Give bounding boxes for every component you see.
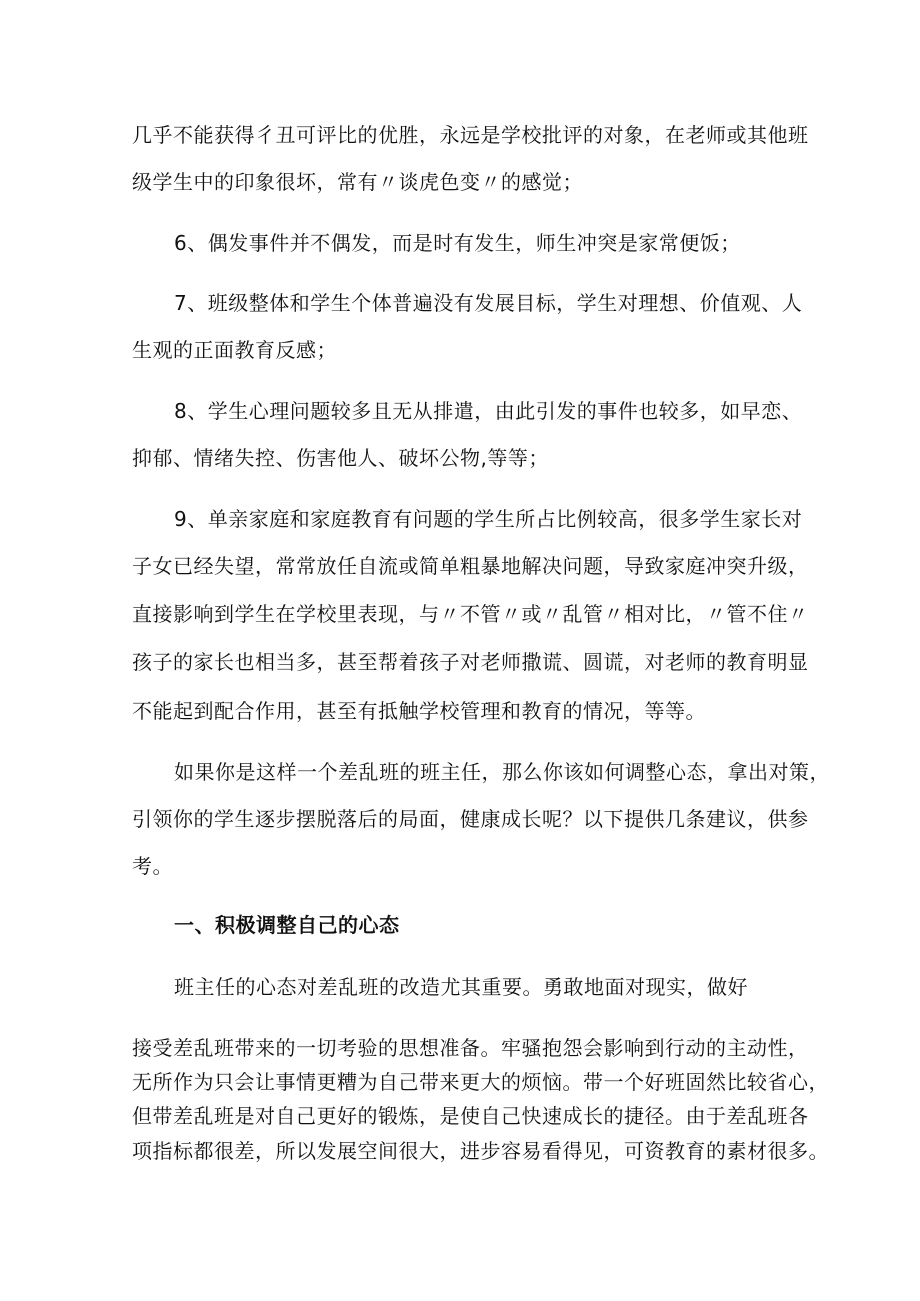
- text-line: 生观的正面教育反感；: [132, 338, 337, 362]
- text-line: 子女已经失望，常常放任自流或简单粗暴地解决问题，导致家庭冲突升级，: [132, 554, 809, 578]
- text-line: 抑郁、情绪失控、伤害他人、破坏公物,等等；: [132, 446, 549, 470]
- list-item-9: 9、单亲家庭和家庭教育有问题的学生所占比例较高，很多学生家长对: [174, 507, 803, 531]
- list-item-8: 8、学生心理问题较多且无从排遣，由此引发的事件也较多，如早恋、: [174, 399, 803, 423]
- text-line: 孩子的家长也相当多，甚至帮着孩子对老师撒谎、圆谎，对老师的教育明显: [132, 650, 809, 674]
- list-item-7: 7、班级整体和学生个体普遍没有发展目标，学生对理想、价值观、人: [174, 291, 803, 315]
- text-line: 项指标都很差，所以发展空间很大，进步容易看得见，可资教育的素材很多。: [132, 1139, 829, 1163]
- text-line: 无所作为只会让事情更糟为自己带来更大的烦恼。带一个好班固然比较省心，: [132, 1070, 829, 1094]
- paragraph-question: 如果你是这样一个差乱班的班主任，那么你该如何调整心态，拿出对策，: [174, 760, 830, 784]
- section-paragraph: 班主任的心态对差乱班的改造尤其重要。勇敢地面对现实，做好: [174, 975, 748, 999]
- text-line: 考。: [132, 854, 173, 878]
- section-heading: 一、积极调整自己的心态: [174, 913, 400, 937]
- text-line: 接受差乱班带来的一切考验的思想准备。牢骚抱怨会影响到行动的主动性，: [132, 1036, 809, 1060]
- text-line: 不能起到配合作用，甚至有抵触学校管理和教育的情况，等等。: [132, 699, 706, 723]
- list-item-6: 6、偶发事件并不偶发，而是时有发生，师生冲突是家常便饭；: [174, 231, 741, 255]
- text-line: 直接影响到学生在学校里表现，与〃不管〃或〃乱管〃相对比，〃管不住〃: [132, 602, 809, 626]
- text-line: 级学生中的印象很坏，常有〃谈虎色变〃的感觉；: [132, 170, 583, 194]
- text-line: 几乎不能获得彳丑可评比的优胜，永远是学校批评的对象，在老师或其他班: [132, 123, 809, 147]
- text-line: 但带差乱班是对自己更好的锻炼，是使自己快速成长的捷径。由于差乱班各: [132, 1104, 809, 1128]
- text-line: 引领你的学生逐步摆脱落后的局面，健康成长呢？以下提供几条建议，供参: [132, 807, 809, 831]
